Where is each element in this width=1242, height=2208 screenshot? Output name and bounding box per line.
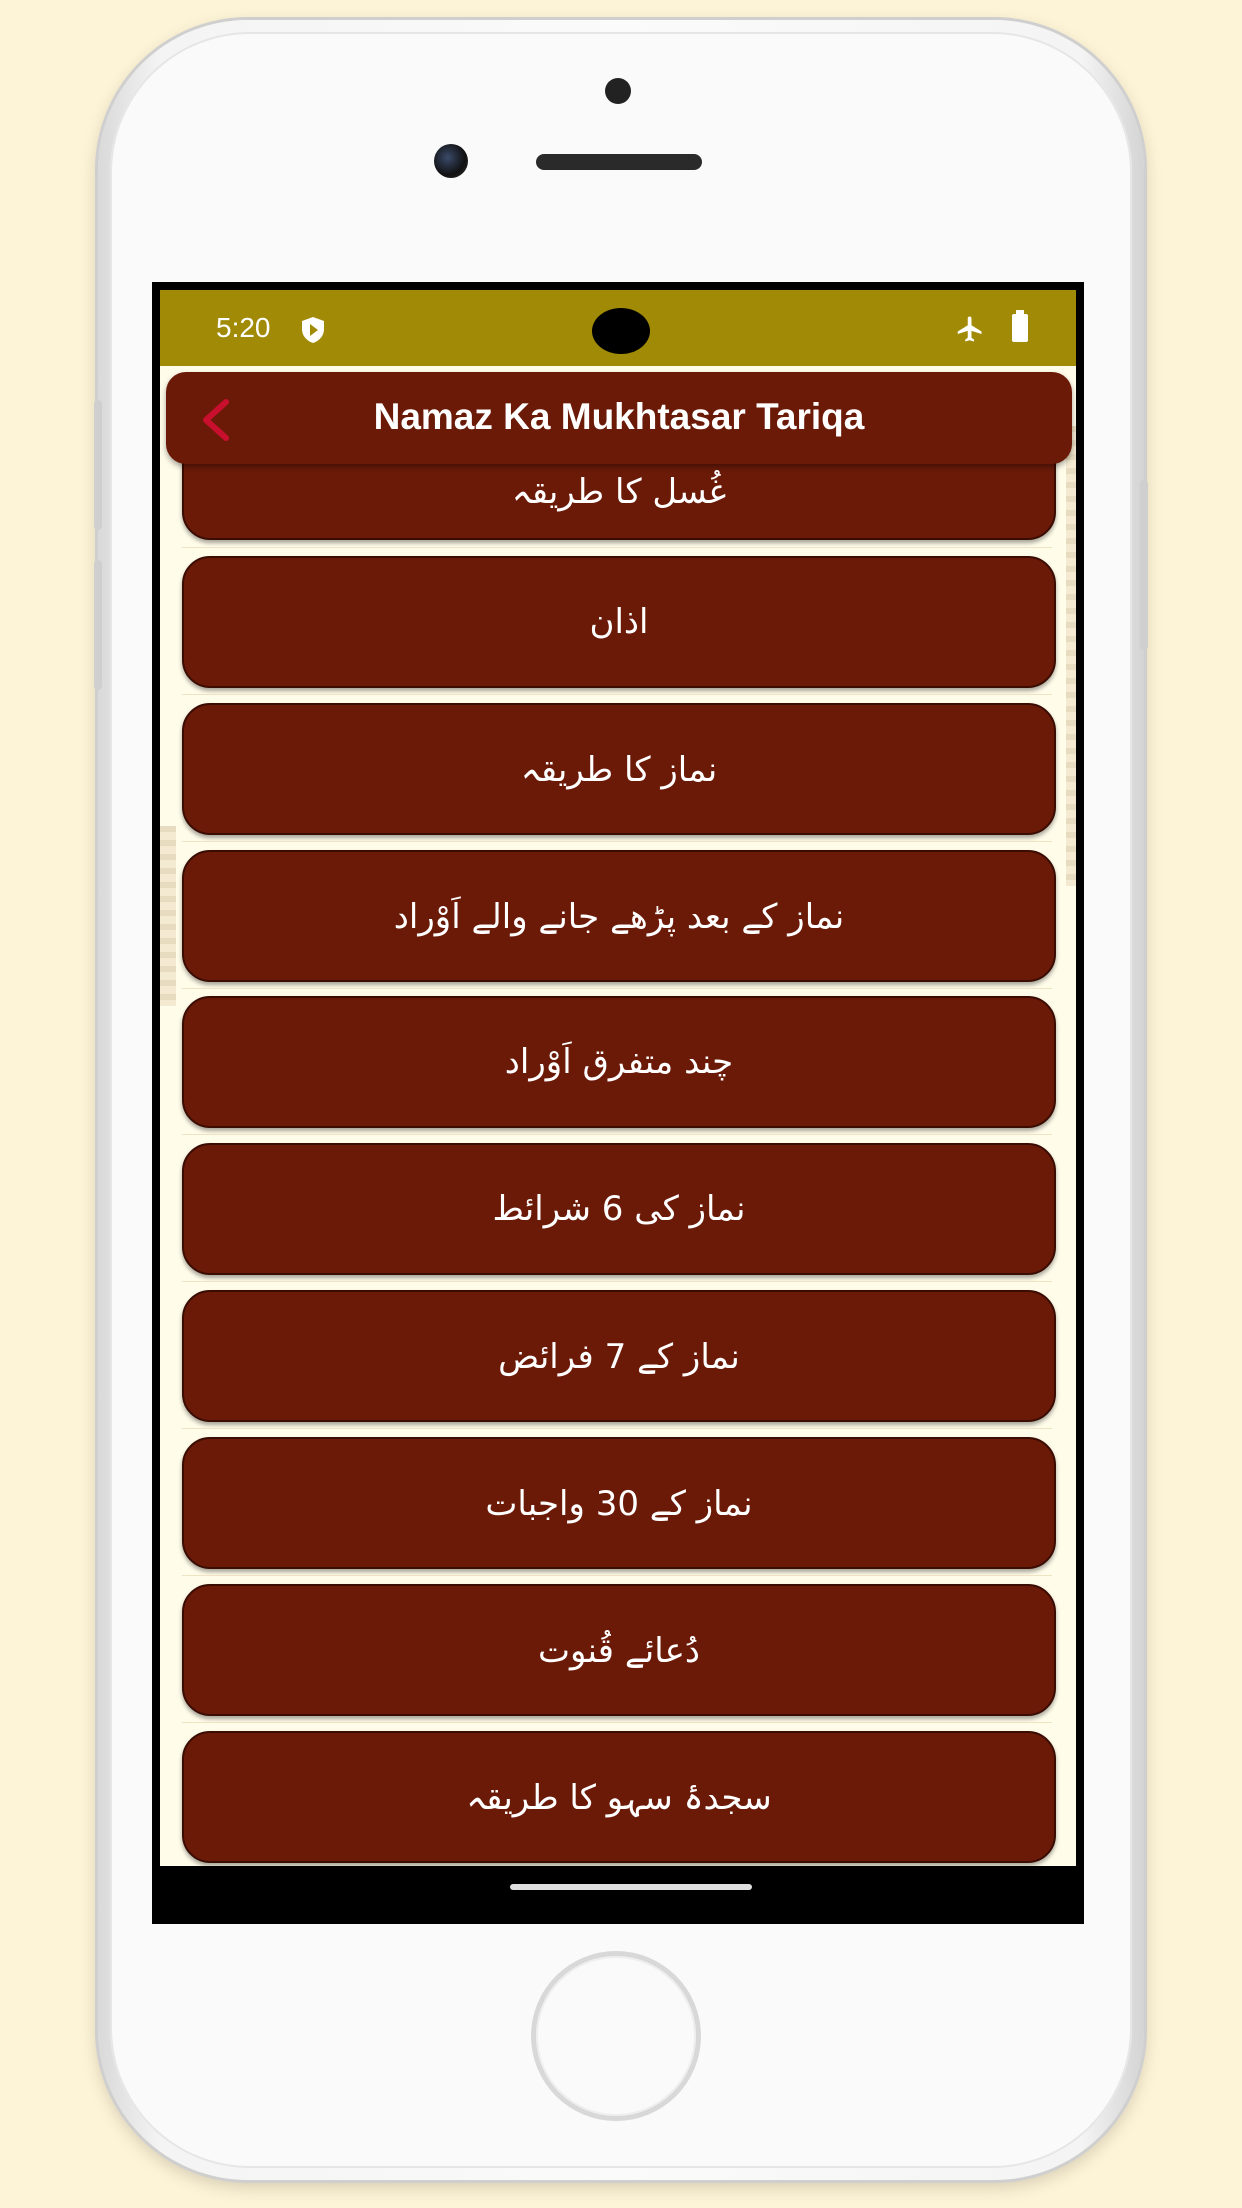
list-item-label: چند متفرق اَوْراد <box>504 1042 734 1082</box>
list-item-label: نماز کی 6 شرائط <box>492 1189 746 1229</box>
divider <box>182 1428 1052 1429</box>
divider <box>182 1575 1052 1576</box>
status-time: 5:20 <box>216 312 271 343</box>
page-title: Namaz Ka Mukhtasar Tariqa <box>373 396 865 437</box>
divider <box>182 1281 1052 1282</box>
battery-icon <box>1012 314 1028 342</box>
front-camera <box>434 144 468 178</box>
volume-down-button <box>94 560 102 690</box>
list-item[interactable] <box>182 850 1056 982</box>
list-item[interactable] <box>182 1584 1056 1716</box>
divider <box>182 547 1052 548</box>
list-item-label: سجدۂ سہو کا طریقہ <box>466 1777 772 1818</box>
list-item[interactable] <box>182 1290 1056 1422</box>
divider <box>182 694 1052 695</box>
app-content <box>160 366 1076 1866</box>
phone-screen <box>152 282 1084 1924</box>
app-bar <box>166 372 1072 464</box>
list-item[interactable] <box>182 556 1056 688</box>
list-item-label: نماز کا طریقہ <box>520 749 718 790</box>
airplane-icon <box>954 314 984 344</box>
list-item-label: نماز کے 7 فرائض <box>498 1336 740 1377</box>
list-item-label: نماز کے 30 واجبات <box>485 1483 753 1524</box>
list-item[interactable] <box>182 996 1056 1128</box>
list-item-label: نماز کے بعد پڑھے جانے والے اَوْراد <box>393 896 845 937</box>
proximity-sensor <box>605 78 631 104</box>
divider <box>182 841 1052 842</box>
divider <box>182 988 1052 989</box>
earpiece-speaker <box>536 154 702 170</box>
list-item[interactable] <box>182 1437 1056 1569</box>
divider <box>182 1722 1052 1723</box>
list-item[interactable] <box>182 1143 1056 1275</box>
right-border-decoration <box>1066 426 1076 886</box>
home-button[interactable] <box>536 1956 696 2116</box>
list-item[interactable] <box>182 1731 1056 1863</box>
volume-up-button <box>94 400 102 530</box>
power-button <box>1140 480 1148 650</box>
home-gesture-handle[interactable] <box>510 1884 752 1890</box>
list-item-label: دُعائے قُنوت <box>537 1630 701 1671</box>
left-border-decoration <box>160 826 176 1006</box>
status-bar <box>160 290 1076 366</box>
list-item[interactable] <box>182 703 1056 835</box>
list-item-label: اذان <box>589 602 649 642</box>
shield-play-icon <box>300 316 326 344</box>
list-item-label: غُسل کا طریقہ <box>511 471 727 512</box>
divider <box>182 1134 1052 1135</box>
camera-cutout <box>592 308 650 354</box>
navigation-bar <box>160 1866 1076 1924</box>
